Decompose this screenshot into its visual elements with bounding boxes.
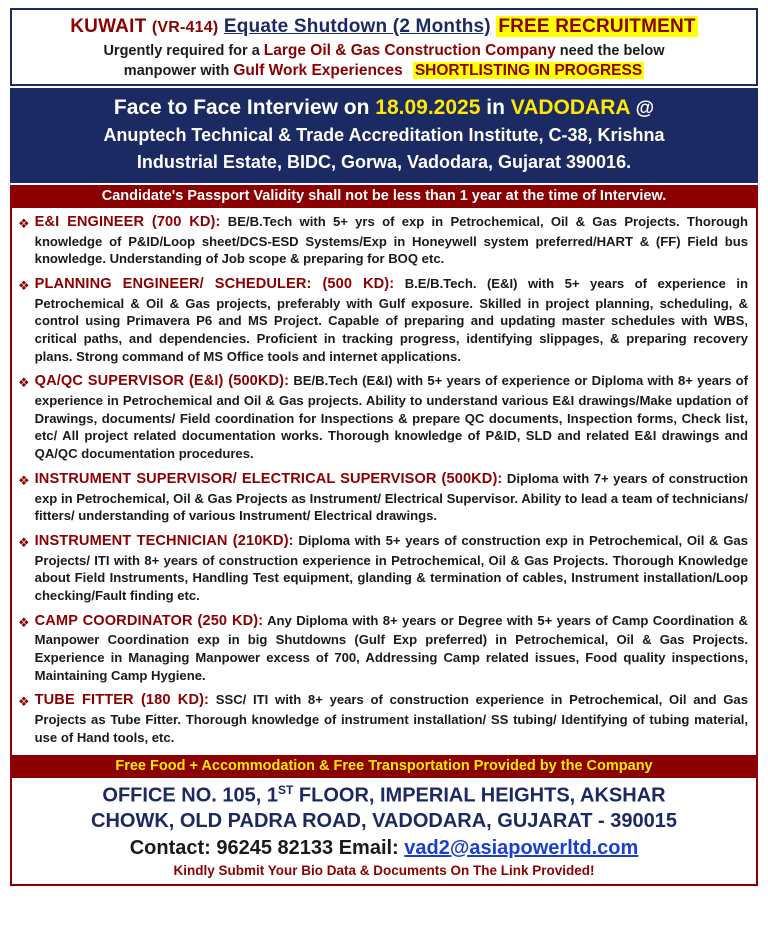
job-title: TUBE FITTER (180 KD): [34, 692, 209, 709]
job-entry [35, 275, 748, 365]
office-address-line-2: CHOWK, OLD PADRA ROAD, VADODARA, GUJARAT - 390015 [91, 809, 677, 832]
interview-in-word: in [480, 96, 511, 119]
free-recruitment-badge: FREE RECRUITMENT [498, 16, 696, 37]
job-entry [35, 532, 748, 605]
venue-line-1: Anuptech Technical & Trade Accreditation Institute, C-38, Krishna [103, 125, 665, 146]
job-entry [35, 470, 748, 525]
list-item [18, 372, 748, 462]
venue-line-2: Industrial Estate, BIDC, Gorwa, Vadodara, Gujarat 390016. [136, 151, 632, 172]
job-description: Diploma with 5+ years of construction exp in Petrochemical, Oil & Gas Projects/ ITI with 8+ years of construction experience in Petrochemical, Oil & Gas Projects. Thorough Knowledge about Field Instruments, Handling Test equipment, glanding & termination of cables, Instrument installation/Loop checking/Fault finding etc. [34, 532, 748, 603]
job-title: QA/QC SUPERVISOR (E&I) (500KD): [34, 373, 290, 390]
interview-headline [18, 95, 750, 121]
job-title: INSTRUMENT TECHNICIAN (210KD): [34, 532, 294, 549]
diamond-bullet-icon: ❖ [18, 216, 30, 232]
at-symbol: @ [635, 98, 655, 119]
reference-code: (VR-414) [151, 19, 219, 36]
shortlisting-badge: SHORTLISTING IN PROGRESS [414, 62, 643, 79]
job-title: PLANNING ENGINEER/ SCHEDULER: (500 KD): [34, 276, 395, 293]
job-entry [35, 213, 748, 268]
list-item [18, 275, 748, 365]
interview-details-band [10, 88, 758, 183]
job-list [10, 208, 758, 755]
header-subtitle-line-2 [18, 62, 750, 80]
job-description: B.E/B.Tech. (E&I) with 5+ years of experience in Petrochemical & Oil & Gas projects, preferably with Gulf exposure. Skilled in project planning, scheduling, & control using Primavera P6 and MS Project. Capable of preparing and updating master schedules with WBS, critical paths, and dependencies. Proficient in tracking progress, identifying slippages, & preparing recovery plans. Strong command of MS Office tools and internet applications. [34, 276, 748, 364]
job-entry [35, 691, 748, 746]
address-text-b: FLOOR, IMPERIAL HEIGHTS, AKSHAR [293, 784, 666, 807]
diamond-bullet-icon: ❖ [18, 614, 30, 630]
list-item [18, 691, 748, 746]
header-subtitle-line-1 [18, 42, 750, 60]
subtitle-text-b: need the below [555, 43, 665, 59]
country-label: KUWAIT [70, 16, 147, 37]
job-entry [35, 372, 748, 462]
submission-note: Kindly Submit Your Bio Data & Documents On The Link Provided! [173, 862, 595, 878]
gulf-experience-text: Gulf Work Experiences [233, 62, 403, 79]
diamond-bullet-icon: ❖ [18, 375, 30, 391]
list-item [18, 612, 748, 685]
list-item [18, 470, 748, 525]
project-name: Equate Shutdown (2 Months) [223, 16, 491, 37]
ordinal-suffix: ST [278, 783, 294, 798]
interview-date: 18.09.2025 [375, 96, 481, 119]
interview-prefix: Face to Face Interview on [113, 96, 376, 119]
office-contact-block [10, 778, 758, 886]
diamond-bullet-icon: ❖ [18, 278, 30, 294]
list-item [18, 213, 748, 268]
address-text-a: OFFICE NO. 105, 1 [102, 784, 278, 807]
company-type: Large Oil & Gas Construction Company [263, 42, 556, 59]
job-description: BE/B.Tech (E&I) with 5+ years of experience or Diploma with 8+ years of experience in Petrochemical and Oil & Gas projects. Ability to understand various E&I drawings/Make updation of Drawings, documents/ Field coordination for Inspections & prepare QC documents, Inspection forms, Check list, etc/ All project related documentation works. Thorough knowledge of P&ID, SLD and related E&I drawings and QA/QC documentation procedures. [34, 373, 748, 462]
header-block [10, 8, 758, 86]
benefits-band: Free Food + Accommodation & Free Transportation Provided by the Company [10, 755, 758, 778]
job-title: CAMP COORDINATOR (250 KD): [34, 612, 264, 629]
list-item [18, 532, 748, 605]
job-description: SSC/ ITI with 8+ years of construction experience in Petrochemical, Oil and Gas Projects as Tube Fitter. Thorough knowledge of instrument installation/ SS tubing/ Identifying of tubing material, use of Hand tools, etc. [34, 692, 748, 745]
office-address-line-1 [18, 783, 750, 809]
job-title: INSTRUMENT SUPERVISOR/ ELECTRICAL SUPERVISOR (500KD): [34, 470, 503, 487]
contact-label: Contact: 96245 82133 Email: [129, 836, 405, 859]
passport-validity-note: Candidate's Passport Validity shall not be less than 1 year at the time of Interview. [10, 185, 758, 208]
job-entry [35, 612, 748, 685]
interview-city: VADODARA [510, 96, 630, 119]
subtitle-text-a: Urgently required for a [103, 43, 264, 59]
diamond-bullet-icon: ❖ [18, 694, 30, 710]
job-description: Any Diploma with 8+ years or Degree with 5+ years of Camp Coordination & Manpower Coordination exp in big Shutdowns (Gulf Exp preferred) in Petrochemical, Oil & Gas Projects. Experience in Managing Manpower excess of 700, Addressing Camp related issues, Food quality inspections, Maintaining Camp Hygiene. [34, 612, 748, 683]
diamond-bullet-icon: ❖ [18, 472, 30, 488]
job-description: BE/B.Tech with 5+ yrs of exp in Petrochemical, Oil & Gas Projects. Thorough knowledge of P&ID/Loop sheet/DCS-ESD Systems/Exp in Honeywell system preferred/HART & (FF) Field bus knowledge. Understanding of Job scope & preparing for BOQ etc. [34, 214, 748, 267]
email-link[interactable]: vad2@asiapowerltd.com [404, 836, 639, 859]
job-description: Diploma with 7+ years of construction exp in Petrochemical, Oil & Gas Projects as Instrument/ Electrical Supervisor. Ability to lead a team of technicians/ fitters/ understanding of various Instrument/ Electrical drawings. [34, 470, 749, 524]
header-title-line [18, 16, 750, 38]
contact-line [18, 837, 750, 860]
job-title: E&I ENGINEER (700 KD): [34, 214, 221, 231]
diamond-bullet-icon: ❖ [18, 534, 30, 550]
subtitle-text-c: manpower with [123, 63, 234, 79]
